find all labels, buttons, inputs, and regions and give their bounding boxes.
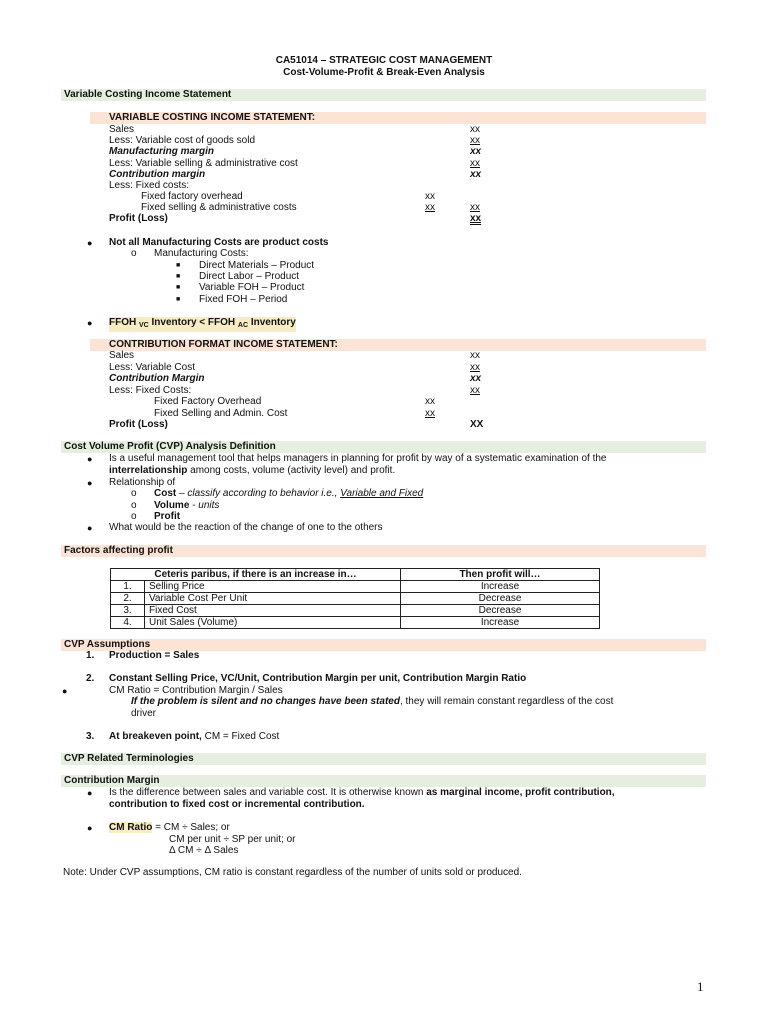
square-bullet-icon: ■: [176, 284, 181, 291]
bullet-icon: ●: [87, 478, 93, 488]
circle-bullet-icon: o: [131, 511, 137, 522]
vc-statement-title: VARIABLE COSTING INCOME STATEMENT:: [109, 112, 316, 123]
vc-row-label: Fixed selling & administrative costs: [141, 202, 297, 213]
mfg-item: Variable FOH – Product: [199, 282, 305, 293]
cf-row-value: xx: [470, 350, 480, 361]
cf-row-label: Fixed Selling and Admin. Cost: [154, 408, 288, 419]
vc-row-value: xx: [425, 191, 435, 202]
bullet-icon: ●: [87, 523, 93, 533]
list-number: 1.: [86, 650, 95, 661]
silent-note: If the problem is silent and no changes have been stated, they will remain constant regardless of the cost: [131, 696, 614, 707]
vc-row-label: Profit (Loss): [109, 213, 168, 224]
square-bullet-icon: ■: [176, 273, 181, 280]
cvp-profit: Profit: [154, 511, 181, 522]
cf-row-label: Sales: [109, 350, 135, 361]
cvp-def-line: Is a useful management tool that helps managers in planning for profit by way of a systematic examination of the: [109, 453, 607, 464]
circle-bullet-icon: o: [131, 488, 137, 499]
silent-note-cont: driver: [131, 708, 157, 719]
section-title-cvp-def: Cost Volume Profit (CVP) Analysis Definition: [64, 441, 276, 452]
mfg-item: Direct Labor – Product: [199, 271, 300, 282]
cm-definition-cont: contribution to fixed cost or incremental contribution.: [109, 799, 365, 810]
bullet-icon: ●: [87, 788, 93, 798]
bullet-icon: ●: [87, 318, 93, 328]
cf-row-value: XX: [470, 419, 484, 430]
bullet-icon: ●: [87, 454, 93, 464]
list-number: 2.: [86, 673, 95, 684]
square-bullet-icon: ■: [176, 296, 181, 303]
cf-row-label: Less: Fixed Costs:: [109, 385, 192, 396]
mfg-sub: Manufacturing Costs:: [154, 248, 249, 259]
note: Note: Under CVP assumptions, CM ratio is constant regardless of the number of units sold or produced.: [63, 867, 522, 878]
topic-title: Cost-Volume-Profit & Break-Even Analysis: [283, 67, 485, 78]
cf-row-value: xx: [425, 396, 435, 407]
bullet-icon: ●: [87, 823, 93, 833]
table-row: 3. Fixed Cost Decrease: [111, 605, 600, 617]
assumption-1: Production = Sales: [109, 650, 200, 661]
vc-row-label: Contribution margin: [109, 169, 206, 180]
cf-row-label: Fixed Factory Overhead: [154, 396, 262, 407]
factors-table: [110, 568, 600, 629]
vc-row-value: xx: [470, 169, 482, 180]
assumption-2: Constant Selling Price, VC/Unit, Contribution Margin per unit, Contribution Margin Ratio: [109, 673, 527, 684]
vc-row-label: Fixed factory overhead: [141, 191, 243, 202]
cf-statement-title: CONTRIBUTION FORMAT INCOME STATEMENT:: [109, 339, 338, 350]
table-row: 4. Unit Sales (Volume) Increase: [111, 617, 600, 629]
cm-ratio-formula: CM Ratio = Contribution Margin / Sales: [109, 685, 283, 696]
mfg-item: Direct Materials – Product: [199, 260, 315, 271]
cm-ratio-line: CM Ratio = CM ÷ Sales; or: [109, 822, 230, 833]
cvp-def-line: interrelationship among costs, volume (activity level) and profit.: [109, 465, 396, 476]
cf-row-value: xx: [470, 385, 480, 396]
vc-row-label: Less: Variable selling & administrative cost: [109, 158, 298, 169]
cm-ratio-alt1: CM per unit ÷ SP per unit; or: [169, 834, 296, 845]
vc-row-value: xx: [470, 135, 480, 146]
mfg-point: Not all Manufacturing Costs are product costs: [109, 237, 329, 248]
vc-row-value: xx: [425, 202, 435, 213]
circle-bullet-icon: o: [131, 248, 137, 259]
cvp-relationship: Relationship of: [109, 477, 176, 488]
vc-row-label: Sales: [109, 124, 135, 135]
list-number: 3.: [86, 731, 95, 742]
vc-row-label: Manufacturing margin: [109, 146, 215, 157]
vc-row-value: xx: [470, 124, 480, 135]
bullet-icon: ●: [62, 686, 68, 696]
vc-row-value: xx: [470, 202, 480, 213]
section-title-cm: Contribution Margin: [64, 775, 160, 786]
cm-definition: Is the difference between sales and variable cost. It is otherwise known as marginal income, profit contribution,: [109, 787, 615, 798]
section-title-assumptions: CVP Assumptions: [64, 639, 151, 650]
cf-row-label: Profit (Loss): [109, 419, 168, 430]
section-title-factors: Factors affecting profit: [64, 545, 173, 556]
circle-bullet-icon: o: [131, 500, 137, 511]
section-title-terms: CVP Related Terminologies: [64, 753, 194, 764]
cm-ratio-alt2: Δ CM ÷ Δ Sales: [169, 845, 239, 856]
vc-row-label: Less: Variable cost of goods sold: [109, 135, 256, 146]
cvp-reaction: What would be the reaction of the change of one to the others: [109, 522, 383, 533]
cf-row-value: xx: [470, 373, 482, 384]
vc-row-value: xx: [470, 158, 480, 169]
vc-row-label: Less: Fixed costs:: [109, 180, 190, 191]
course-title: CA51014 – STRATEGIC COST MANAGEMENT: [275, 55, 493, 66]
cf-row-value: xx: [425, 408, 435, 419]
mfg-item: Fixed FOH – Period: [199, 294, 288, 305]
factors-head-left: Ceteris paribus, if there is an increase in…: [111, 569, 401, 581]
cvp-cost: Cost – classify according to behavior i.e., Variable and Fixed: [154, 488, 424, 499]
vc-row-value: xx: [470, 146, 482, 157]
cf-row-label: Contribution Margin: [109, 373, 205, 384]
square-bullet-icon: ■: [176, 262, 181, 269]
cf-row-value: xx: [470, 362, 480, 373]
table-row: 1. Selling Price Increase: [111, 581, 600, 593]
cf-row-label: Less: Variable Cost: [109, 362, 195, 373]
vc-row-value: xx: [470, 213, 482, 224]
page-number: 1: [697, 979, 704, 994]
ffoh-comparison: FFOH $_{VC}$ Inventory < FFOH $_{AC}$ Inventory: [109, 317, 296, 332]
section-title-vc: Variable Costing Income Statement: [64, 89, 232, 100]
cvp-volume: Volume - units: [154, 500, 220, 511]
bullet-icon: ●: [87, 238, 93, 248]
factors-head-right: Then profit will…: [401, 569, 600, 581]
assumption-3: At breakeven point, CM = Fixed Cost: [109, 731, 280, 742]
table-row: 2. Variable Cost Per Unit Decrease: [111, 593, 600, 605]
